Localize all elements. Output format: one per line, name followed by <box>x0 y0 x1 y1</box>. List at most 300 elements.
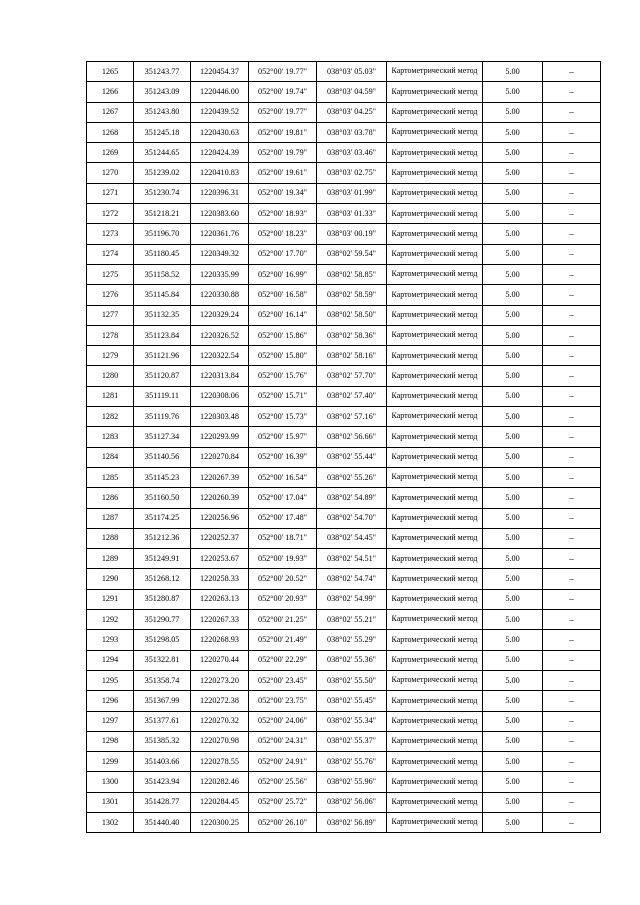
note-cell: – <box>543 244 601 264</box>
x-coordinate-cell: 351377.61 <box>134 711 191 731</box>
x-coordinate-cell: 351119.11 <box>134 386 191 406</box>
x-coordinate-cell: 351174.25 <box>134 508 191 528</box>
y-coordinate-cell: 1220349.32 <box>191 244 249 264</box>
point-number-cell: 1272 <box>87 204 134 224</box>
y-coordinate-cell: 1220278.55 <box>191 752 249 772</box>
x-coordinate-cell: 351119.76 <box>134 407 191 427</box>
x-coordinate-cell: 351268.12 <box>134 569 191 589</box>
latitude-cell: 052°00' 22.29" <box>249 650 317 670</box>
table-row <box>87 264 601 284</box>
x-coordinate-cell: 351158.52 <box>134 264 191 284</box>
x-coordinate-cell: 351230.74 <box>134 183 191 203</box>
note-cell: – <box>543 285 601 305</box>
latitude-cell: 052°00' 16.14" <box>249 305 317 325</box>
point-number-cell: 1282 <box>87 407 134 427</box>
accuracy-cell: 5.00 <box>483 812 543 832</box>
y-coordinate-cell: 1220308.06 <box>191 386 249 406</box>
y-coordinate-cell: 1220270.44 <box>191 650 249 670</box>
latitude-cell: 052°00' 15.86" <box>249 325 317 345</box>
latitude-cell: 052°00' 15.97" <box>249 427 317 447</box>
note-cell: – <box>543 325 601 345</box>
accuracy-cell: 5.00 <box>483 163 543 183</box>
longitude-cell: 038°03' 01.33" <box>317 204 387 224</box>
longitude-cell: 038°02' 57.40" <box>317 386 387 406</box>
method-cell: Картометрический метод <box>387 163 483 183</box>
y-coordinate-cell: 1220303.48 <box>191 407 249 427</box>
point-number-cell: 1280 <box>87 366 134 386</box>
note-cell: – <box>543 183 601 203</box>
latitude-cell: 052°00' 26.10" <box>249 812 317 832</box>
y-coordinate-cell: 1220313.84 <box>191 366 249 386</box>
x-coordinate-cell: 351440.40 <box>134 812 191 832</box>
x-coordinate-cell: 351239.02 <box>134 163 191 183</box>
note-cell: – <box>543 224 601 244</box>
note-cell: – <box>543 82 601 102</box>
point-number-cell: 1293 <box>87 630 134 650</box>
table-row <box>87 691 601 711</box>
y-coordinate-cell: 1220383.60 <box>191 204 249 224</box>
latitude-cell: 052°00' 16.39" <box>249 447 317 467</box>
method-cell: Картометрический метод <box>387 670 483 690</box>
y-coordinate-cell: 1220396.31 <box>191 183 249 203</box>
accuracy-cell: 5.00 <box>483 325 543 345</box>
x-coordinate-cell: 351145.23 <box>134 467 191 487</box>
table-row <box>87 346 601 366</box>
y-coordinate-cell: 1220270.98 <box>191 731 249 751</box>
y-coordinate-cell: 1220424.39 <box>191 143 249 163</box>
latitude-cell: 052°00' 21.25" <box>249 610 317 630</box>
point-number-cell: 1294 <box>87 650 134 670</box>
y-coordinate-cell: 1220335.99 <box>191 264 249 284</box>
y-coordinate-cell: 1220326.52 <box>191 325 249 345</box>
accuracy-cell: 5.00 <box>483 792 543 812</box>
method-cell: Картометрический метод <box>387 792 483 812</box>
table-row <box>87 407 601 427</box>
latitude-cell: 052°00' 21.49" <box>249 630 317 650</box>
accuracy-cell: 5.00 <box>483 447 543 467</box>
table-row <box>87 772 601 792</box>
note-cell: – <box>543 569 601 589</box>
note-cell: – <box>543 346 601 366</box>
accuracy-cell: 5.00 <box>483 528 543 548</box>
method-cell: Картометрический метод <box>387 752 483 772</box>
table-row <box>87 589 601 609</box>
x-coordinate-cell: 351218.21 <box>134 204 191 224</box>
point-number-cell: 1284 <box>87 447 134 467</box>
latitude-cell: 052°00' 19.79" <box>249 143 317 163</box>
point-number-cell: 1291 <box>87 589 134 609</box>
latitude-cell: 052°00' 18.71" <box>249 528 317 548</box>
longitude-cell: 038°02' 54.45" <box>317 528 387 548</box>
note-cell: – <box>543 264 601 284</box>
point-number-cell: 1299 <box>87 752 134 772</box>
method-cell: Картометрический метод <box>387 508 483 528</box>
accuracy-cell: 5.00 <box>483 427 543 447</box>
method-cell: Картометрический метод <box>387 812 483 832</box>
y-coordinate-cell: 1220439.52 <box>191 102 249 122</box>
table-row <box>87 731 601 751</box>
note-cell: – <box>543 508 601 528</box>
accuracy-cell: 5.00 <box>483 122 543 142</box>
latitude-cell: 052°00' 25.56" <box>249 772 317 792</box>
note-cell: – <box>543 366 601 386</box>
latitude-cell: 052°00' 18.93" <box>249 204 317 224</box>
accuracy-cell: 5.00 <box>483 386 543 406</box>
longitude-cell: 038°02' 58.50" <box>317 305 387 325</box>
y-coordinate-cell: 1220300.25 <box>191 812 249 832</box>
note-cell: – <box>543 447 601 467</box>
table-row <box>87 386 601 406</box>
x-coordinate-cell: 351298.05 <box>134 630 191 650</box>
method-cell: Картометрический метод <box>387 122 483 142</box>
latitude-cell: 052°00' 19.77" <box>249 62 317 82</box>
longitude-cell: 038°02' 54.89" <box>317 488 387 508</box>
table-row <box>87 467 601 487</box>
note-cell: – <box>543 407 601 427</box>
latitude-cell: 052°00' 20.52" <box>249 569 317 589</box>
longitude-cell: 038°03' 00.19" <box>317 224 387 244</box>
note-cell: – <box>543 792 601 812</box>
longitude-cell: 038°02' 55.96" <box>317 772 387 792</box>
latitude-cell: 052°00' 18.23" <box>249 224 317 244</box>
y-coordinate-cell: 1220282.46 <box>191 772 249 792</box>
y-coordinate-cell: 1220293.99 <box>191 427 249 447</box>
y-coordinate-cell: 1220258.33 <box>191 569 249 589</box>
table-row <box>87 528 601 548</box>
y-coordinate-cell: 1220272.38 <box>191 691 249 711</box>
accuracy-cell: 5.00 <box>483 650 543 670</box>
point-number-cell: 1270 <box>87 163 134 183</box>
longitude-cell: 038°02' 55.29" <box>317 630 387 650</box>
point-number-cell: 1268 <box>87 122 134 142</box>
x-coordinate-cell: 351160.50 <box>134 488 191 508</box>
accuracy-cell: 5.00 <box>483 630 543 650</box>
point-number-cell: 1301 <box>87 792 134 812</box>
longitude-cell: 038°03' 05.03" <box>317 62 387 82</box>
accuracy-cell: 5.00 <box>483 691 543 711</box>
x-coordinate-cell: 351243.09 <box>134 82 191 102</box>
longitude-cell: 038°02' 56.89" <box>317 812 387 832</box>
longitude-cell: 038°03' 01.99" <box>317 183 387 203</box>
accuracy-cell: 5.00 <box>483 346 543 366</box>
longitude-cell: 038°02' 55.34" <box>317 711 387 731</box>
longitude-cell: 038°02' 58.16" <box>317 346 387 366</box>
point-number-cell: 1290 <box>87 569 134 589</box>
latitude-cell: 052°00' 16.99" <box>249 264 317 284</box>
note-cell: – <box>543 650 601 670</box>
y-coordinate-cell: 1220256.96 <box>191 508 249 528</box>
point-number-cell: 1267 <box>87 102 134 122</box>
method-cell: Картометрический метод <box>387 346 483 366</box>
note-cell: – <box>543 204 601 224</box>
table-row <box>87 366 601 386</box>
point-number-cell: 1277 <box>87 305 134 325</box>
method-cell: Картометрический метод <box>387 630 483 650</box>
point-number-cell: 1279 <box>87 346 134 366</box>
method-cell: Картометрический метод <box>387 549 483 569</box>
note-cell: – <box>543 772 601 792</box>
table-row <box>87 630 601 650</box>
table-row <box>87 82 601 102</box>
accuracy-cell: 5.00 <box>483 62 543 82</box>
note-cell: – <box>543 711 601 731</box>
latitude-cell: 052°00' 19.61" <box>249 163 317 183</box>
table-row <box>87 62 601 82</box>
x-coordinate-cell: 351385.32 <box>134 731 191 751</box>
method-cell: Картометрический метод <box>387 285 483 305</box>
table-row <box>87 224 601 244</box>
table-row <box>87 650 601 670</box>
y-coordinate-cell: 1220322.54 <box>191 346 249 366</box>
point-number-cell: 1285 <box>87 467 134 487</box>
latitude-cell: 052°00' 15.71" <box>249 386 317 406</box>
y-coordinate-cell: 1220260.39 <box>191 488 249 508</box>
x-coordinate-cell: 351212.36 <box>134 528 191 548</box>
x-coordinate-cell: 351245.18 <box>134 122 191 142</box>
point-number-cell: 1298 <box>87 731 134 751</box>
x-coordinate-cell: 351121.96 <box>134 346 191 366</box>
note-cell: – <box>543 62 601 82</box>
accuracy-cell: 5.00 <box>483 224 543 244</box>
note-cell: – <box>543 630 601 650</box>
table-row <box>87 102 601 122</box>
note-cell: – <box>543 610 601 630</box>
latitude-cell: 052°00' 20.93" <box>249 589 317 609</box>
y-coordinate-cell: 1220270.32 <box>191 711 249 731</box>
x-coordinate-cell: 351249.91 <box>134 549 191 569</box>
note-cell: – <box>543 386 601 406</box>
method-cell: Картометрический метод <box>387 224 483 244</box>
method-cell: Картометрический метод <box>387 143 483 163</box>
method-cell: Картометрический метод <box>387 427 483 447</box>
accuracy-cell: 5.00 <box>483 82 543 102</box>
table-row <box>87 143 601 163</box>
point-number-cell: 1300 <box>87 772 134 792</box>
x-coordinate-cell: 351428.77 <box>134 792 191 812</box>
point-number-cell: 1269 <box>87 143 134 163</box>
table-row <box>87 325 601 345</box>
latitude-cell: 052°00' 17.70" <box>249 244 317 264</box>
method-cell: Картометрический метод <box>387 589 483 609</box>
latitude-cell: 052°00' 23.45" <box>249 670 317 690</box>
note-cell: – <box>543 467 601 487</box>
accuracy-cell: 5.00 <box>483 467 543 487</box>
longitude-cell: 038°02' 58.85" <box>317 264 387 284</box>
note-cell: – <box>543 528 601 548</box>
method-cell: Картометрический метод <box>387 305 483 325</box>
method-cell: Картометрический метод <box>387 691 483 711</box>
table-row <box>87 752 601 772</box>
point-number-cell: 1297 <box>87 711 134 731</box>
longitude-cell: 038°02' 55.45" <box>317 691 387 711</box>
x-coordinate-cell: 351140.56 <box>134 447 191 467</box>
method-cell: Картометрический метод <box>387 467 483 487</box>
method-cell: Картометрический метод <box>387 264 483 284</box>
table-row <box>87 792 601 812</box>
x-coordinate-cell: 351196.70 <box>134 224 191 244</box>
method-cell: Картометрический метод <box>387 711 483 731</box>
accuracy-cell: 5.00 <box>483 407 543 427</box>
point-number-cell: 1302 <box>87 812 134 832</box>
point-number-cell: 1283 <box>87 427 134 447</box>
x-coordinate-cell: 351123.84 <box>134 325 191 345</box>
note-cell: – <box>543 589 601 609</box>
longitude-cell: 038°02' 55.26" <box>317 467 387 487</box>
table-row <box>87 447 601 467</box>
table-row <box>87 122 601 142</box>
point-number-cell: 1295 <box>87 670 134 690</box>
table-row <box>87 670 601 690</box>
table-row <box>87 549 601 569</box>
table-row <box>87 569 601 589</box>
x-coordinate-cell: 351244.65 <box>134 143 191 163</box>
point-number-cell: 1281 <box>87 386 134 406</box>
method-cell: Картометрический метод <box>387 183 483 203</box>
latitude-cell: 052°00' 19.77" <box>249 102 317 122</box>
accuracy-cell: 5.00 <box>483 143 543 163</box>
longitude-cell: 038°03' 02.75" <box>317 163 387 183</box>
latitude-cell: 052°00' 16.58" <box>249 285 317 305</box>
x-coordinate-cell: 351280.87 <box>134 589 191 609</box>
table-row <box>87 427 601 447</box>
table-row <box>87 812 601 832</box>
accuracy-cell: 5.00 <box>483 772 543 792</box>
method-cell: Картометрический метод <box>387 82 483 102</box>
method-cell: Картометрический метод <box>387 407 483 427</box>
point-number-cell: 1275 <box>87 264 134 284</box>
point-number-cell: 1266 <box>87 82 134 102</box>
point-number-cell: 1289 <box>87 549 134 569</box>
point-number-cell: 1274 <box>87 244 134 264</box>
table-body <box>87 62 601 833</box>
accuracy-cell: 5.00 <box>483 610 543 630</box>
latitude-cell: 052°00' 15.73" <box>249 407 317 427</box>
table-row <box>87 183 601 203</box>
coordinates-table <box>86 61 601 833</box>
method-cell: Картометрический метод <box>387 772 483 792</box>
note-cell: – <box>543 488 601 508</box>
x-coordinate-cell: 351180.45 <box>134 244 191 264</box>
y-coordinate-cell: 1220270.84 <box>191 447 249 467</box>
y-coordinate-cell: 1220263.13 <box>191 589 249 609</box>
y-coordinate-cell: 1220267.33 <box>191 610 249 630</box>
method-cell: Картометрический метод <box>387 62 483 82</box>
y-coordinate-cell: 1220454.37 <box>191 62 249 82</box>
longitude-cell: 038°02' 55.37" <box>317 731 387 751</box>
note-cell: – <box>543 691 601 711</box>
table-row <box>87 488 601 508</box>
accuracy-cell: 5.00 <box>483 305 543 325</box>
longitude-cell: 038°02' 55.21" <box>317 610 387 630</box>
note-cell: – <box>543 670 601 690</box>
point-number-cell: 1276 <box>87 285 134 305</box>
y-coordinate-cell: 1220253.67 <box>191 549 249 569</box>
accuracy-cell: 5.00 <box>483 204 543 224</box>
latitude-cell: 052°00' 15.76" <box>249 366 317 386</box>
accuracy-cell: 5.00 <box>483 569 543 589</box>
table-row <box>87 285 601 305</box>
y-coordinate-cell: 1220252.37 <box>191 528 249 548</box>
latitude-cell: 052°00' 25.72" <box>249 792 317 812</box>
latitude-cell: 052°00' 19.93" <box>249 549 317 569</box>
latitude-cell: 052°00' 23.75" <box>249 691 317 711</box>
note-cell: – <box>543 163 601 183</box>
accuracy-cell: 5.00 <box>483 731 543 751</box>
latitude-cell: 052°00' 24.91" <box>249 752 317 772</box>
note-cell: – <box>543 102 601 122</box>
note-cell: – <box>543 305 601 325</box>
longitude-cell: 038°02' 56.66" <box>317 427 387 447</box>
latitude-cell: 052°00' 17.04" <box>249 488 317 508</box>
table-row <box>87 508 601 528</box>
x-coordinate-cell: 351367.99 <box>134 691 191 711</box>
y-coordinate-cell: 1220330.88 <box>191 285 249 305</box>
longitude-cell: 038°02' 57.70" <box>317 366 387 386</box>
note-cell: – <box>543 143 601 163</box>
longitude-cell: 038°02' 55.76" <box>317 752 387 772</box>
table-row <box>87 711 601 731</box>
method-cell: Картометрический метод <box>387 528 483 548</box>
longitude-cell: 038°02' 57.16" <box>317 407 387 427</box>
latitude-cell: 052°00' 17.48" <box>249 508 317 528</box>
method-cell: Картометрический метод <box>387 102 483 122</box>
accuracy-cell: 5.00 <box>483 244 543 264</box>
latitude-cell: 052°00' 19.81" <box>249 122 317 142</box>
method-cell: Картометрический метод <box>387 366 483 386</box>
y-coordinate-cell: 1220446.00 <box>191 82 249 102</box>
longitude-cell: 038°03' 04.25" <box>317 102 387 122</box>
latitude-cell: 052°00' 15.80" <box>249 346 317 366</box>
longitude-cell: 038°03' 03.46" <box>317 143 387 163</box>
x-coordinate-cell: 351120.87 <box>134 366 191 386</box>
latitude-cell: 052°00' 24.31" <box>249 731 317 751</box>
method-cell: Картометрический метод <box>387 386 483 406</box>
table-row <box>87 244 601 264</box>
longitude-cell: 038°02' 54.70" <box>317 508 387 528</box>
method-cell: Картометрический метод <box>387 569 483 589</box>
method-cell: Картометрический метод <box>387 488 483 508</box>
longitude-cell: 038°02' 54.99" <box>317 589 387 609</box>
accuracy-cell: 5.00 <box>483 508 543 528</box>
x-coordinate-cell: 351423.94 <box>134 772 191 792</box>
note-cell: – <box>543 549 601 569</box>
point-number-cell: 1292 <box>87 610 134 630</box>
accuracy-cell: 5.00 <box>483 285 543 305</box>
method-cell: Картометрический метод <box>387 204 483 224</box>
longitude-cell: 038°03' 03.78" <box>317 122 387 142</box>
accuracy-cell: 5.00 <box>483 589 543 609</box>
latitude-cell: 052°00' 16.54" <box>249 467 317 487</box>
method-cell: Картометрический метод <box>387 325 483 345</box>
method-cell: Картометрический метод <box>387 731 483 751</box>
point-number-cell: 1296 <box>87 691 134 711</box>
x-coordinate-cell: 351403.66 <box>134 752 191 772</box>
x-coordinate-cell: 351145.84 <box>134 285 191 305</box>
accuracy-cell: 5.00 <box>483 670 543 690</box>
method-cell: Картометрический метод <box>387 610 483 630</box>
point-number-cell: 1286 <box>87 488 134 508</box>
x-coordinate-cell: 351132.35 <box>134 305 191 325</box>
longitude-cell: 038°02' 58.59" <box>317 285 387 305</box>
latitude-cell: 052°00' 24.06" <box>249 711 317 731</box>
y-coordinate-cell: 1220284.45 <box>191 792 249 812</box>
point-number-cell: 1265 <box>87 62 134 82</box>
table-row <box>87 610 601 630</box>
y-coordinate-cell: 1220361.76 <box>191 224 249 244</box>
longitude-cell: 038°02' 55.44" <box>317 447 387 467</box>
accuracy-cell: 5.00 <box>483 264 543 284</box>
accuracy-cell: 5.00 <box>483 183 543 203</box>
